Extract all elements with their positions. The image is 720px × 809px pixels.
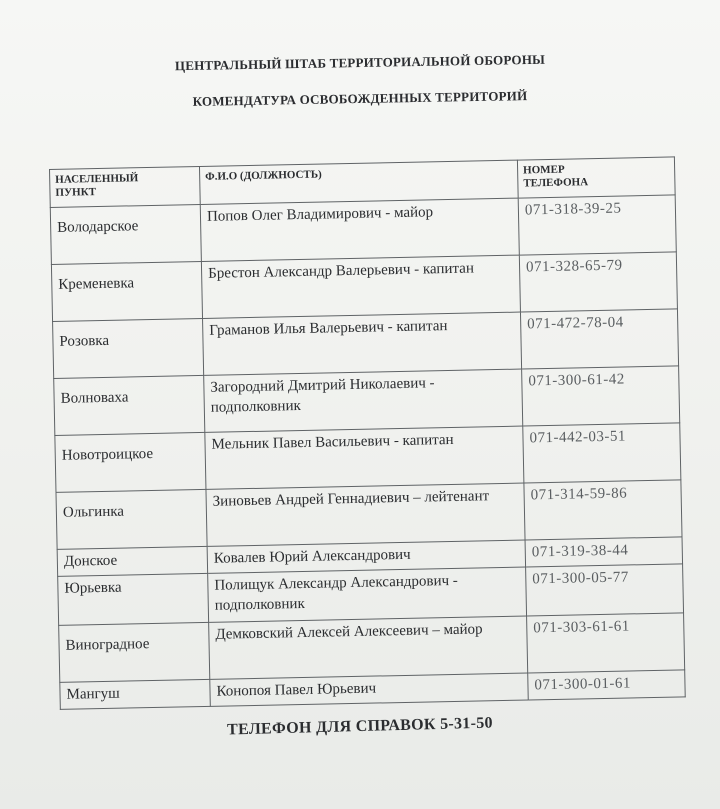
- name-cell: Ковалев Юрий Александрович: [207, 540, 525, 573]
- name-cell: Попов Олег Владимирович - майор: [200, 198, 519, 261]
- settlement-cell: Кременевка: [51, 261, 202, 321]
- phone-cell: 071-319-38-44: [525, 537, 683, 567]
- settlement-cell: Новотроицкое: [55, 432, 206, 492]
- name-cell: Демковский Алексей Алексеевич – майор: [209, 616, 528, 679]
- phone-cell: 071-300-01-61: [528, 670, 686, 700]
- header-subtitle: КОМЕНДАТУРА ОСВОБОЖДЕННЫХ ТЕРРИТОРИЙ: [192, 88, 528, 109]
- name-cell: Мельник Павел Васильевич - капитан: [205, 426, 524, 489]
- reference-phone: ТЕЛЕФОН ДЛЯ СПРАВОК 5-31-50: [226, 714, 494, 739]
- name-cell: Граманов Илья Валерьевич - капитан: [203, 312, 522, 375]
- column-header-settlement: НАСЕЛЕННЫЙ ПУНКТ: [50, 166, 201, 207]
- name-cell: Загородний Дмитрий Николаевич - подполковник: [204, 369, 523, 432]
- name-cell: Брестон Александр Валерьевич - капитан: [201, 255, 520, 318]
- column-header-name: Ф.И.О (ДОЛЖНОСТЬ): [199, 160, 518, 204]
- phone-cell: 071-318-39-25: [518, 195, 676, 255]
- column-header-phone: НОМЕР ТЕЛЕФОНА: [517, 157, 675, 198]
- phone-cell: 071-472-78-04: [520, 309, 678, 369]
- contacts-table: [49, 156, 686, 709]
- settlement-cell: Донское: [57, 546, 208, 576]
- header-title: ЦЕНТРАЛЬНЫЙ ШТАБ ТЕРРИТОРИАЛЬНОЙ ОБОРОНЫ: [174, 51, 546, 74]
- name-cell: Зиновьев Андрей Геннадиевич – лейтенант: [206, 483, 525, 546]
- settlement-cell: Мангуш: [60, 679, 211, 709]
- settlement-cell: Ольгинка: [56, 489, 207, 549]
- phone-cell: 071-303-61-61: [527, 613, 685, 673]
- phone-cell: 071-328-65-79: [519, 252, 677, 312]
- settlement-cell: Розовка: [53, 318, 204, 378]
- settlement-cell: Виноградное: [59, 622, 210, 682]
- settlement-cell: Юрьевка: [58, 573, 209, 625]
- phone-cell: 071-300-05-77: [526, 564, 684, 616]
- settlement-cell: Волноваха: [54, 375, 205, 435]
- name-cell: Конопоя Павел Юрьевич: [210, 673, 528, 706]
- phone-cell: 071-300-61-42: [522, 366, 680, 426]
- phone-cell: 071-314-59-86: [524, 480, 682, 540]
- phone-cell: 071-442-03-51: [523, 423, 681, 483]
- settlement-cell: Володарское: [50, 204, 201, 264]
- name-cell: Полищук Александр Александрович - подполковник: [208, 567, 527, 622]
